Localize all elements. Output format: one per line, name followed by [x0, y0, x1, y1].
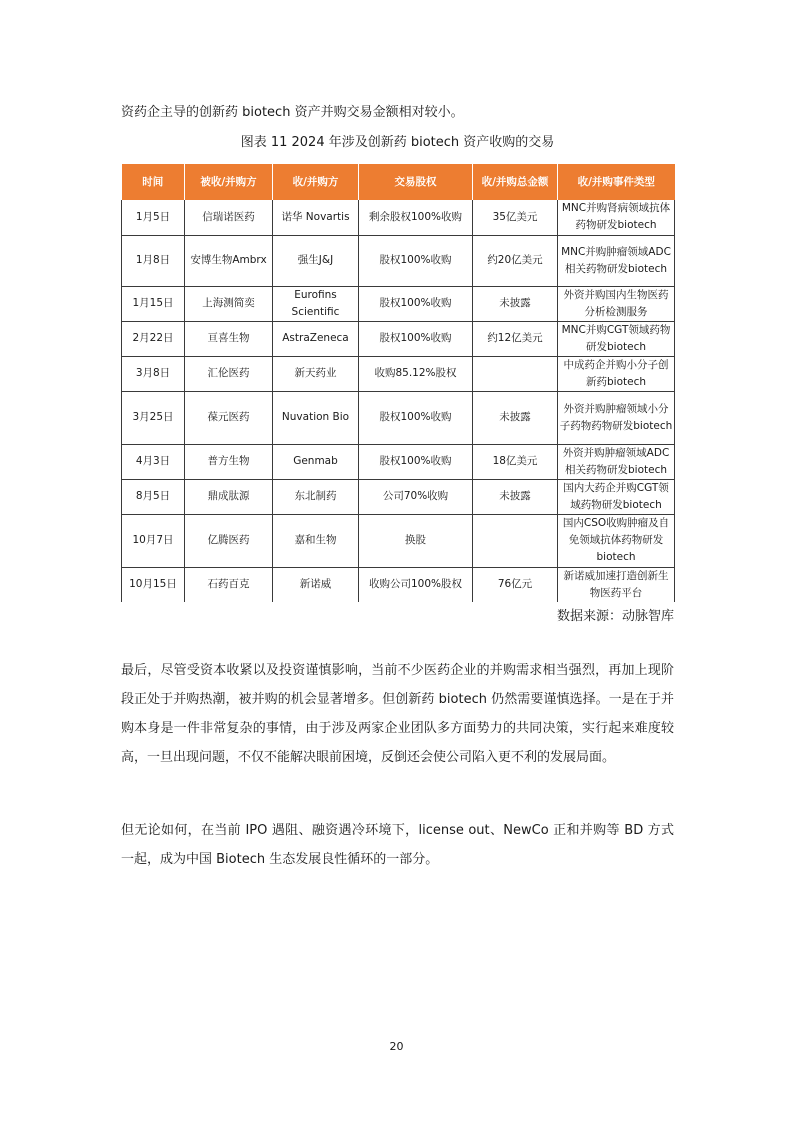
cell-amount: 35亿美元	[473, 200, 558, 235]
cell-type: MNC并购肾病领域抗体药物研发biotech	[558, 200, 675, 235]
cell-type: MNC并购肿瘤领域ADC相关药物研发biotech	[558, 235, 675, 286]
header-target: 被收/并购方	[185, 164, 273, 200]
cell-equity: 股权100%收购	[359, 444, 473, 479]
cell-type: 国内大药企并购CGT领域药物研发biotech	[558, 479, 675, 514]
cell-date: 10月15日	[122, 567, 185, 602]
cell-acquirer: AstraZeneca	[273, 321, 359, 356]
cell-acquirer: 新诺威	[273, 567, 359, 602]
cell-type: 外资并购国内生物医药分析检测服务	[558, 286, 675, 321]
cell-acquirer: 强生J&J	[273, 235, 359, 286]
cell-date: 8月5日	[122, 479, 185, 514]
cell-amount: 约12亿美元	[473, 321, 558, 356]
table-row	[122, 514, 675, 567]
cell-target: 上海测简奕	[185, 286, 273, 321]
table-row	[122, 235, 675, 286]
table-row	[122, 479, 675, 514]
paragraph-final: 最后，尽管受资本收紧以及投资谨慎影响，当前不少医药企业的并购需求相当强烈，再加上现阶段正处于并购热潮，被并购的机会显著增多。但创新药 biotech 仍然需要谨慎选择。一是在于并购本身是一件非常复杂的事情，由于涉及两家企业团队多方面势力的共同决策，实行起来难度较高，一旦出现问题，不仅不能解决眼前困境，反倒还会使公司陷入更不利的发展局面。	[121, 663, 674, 765]
cell-amount: 未披露	[473, 391, 558, 444]
data-source: 数据来源：动脉智库	[556, 609, 674, 624]
cell-type: 外资并购肿瘤领域ADC相关药物研发biotech	[558, 444, 675, 479]
cell-date: 1月5日	[122, 200, 185, 235]
header-date: 时间	[122, 164, 185, 200]
table-row	[122, 444, 675, 479]
cell-date: 4月3日	[122, 444, 185, 479]
cell-date: 3月8日	[122, 356, 185, 391]
table-row	[122, 321, 675, 356]
cell-amount	[473, 356, 558, 391]
cell-target: 石药百克	[185, 567, 273, 602]
cell-type: MNC并购CGT领域药物研发biotech	[558, 321, 675, 356]
header-amount: 收/并购总金额	[473, 164, 558, 200]
cell-equity: 股权100%收购	[359, 235, 473, 286]
table-row	[122, 286, 675, 321]
cell-equity: 剩余股权100%收购	[359, 200, 473, 235]
cell-target: 普方生物	[185, 444, 273, 479]
table-header-row	[122, 164, 675, 200]
cell-date: 1月8日	[122, 235, 185, 286]
cell-equity: 股权100%收购	[359, 391, 473, 444]
cell-target: 信瑞诺医药	[185, 200, 273, 235]
cell-acquirer: 新天药业	[273, 356, 359, 391]
cell-acquirer: 东北制药	[273, 479, 359, 514]
cell-acquirer: Genmab	[273, 444, 359, 479]
cell-date: 10月7日	[122, 514, 185, 567]
cell-equity: 收购公司100%股权	[359, 567, 473, 602]
cell-type: 国内CSO收购肿瘤及自免领域抗体药物研发biotech	[558, 514, 675, 567]
cell-acquirer: 诺华 Novartis	[273, 200, 359, 235]
cell-amount: 76亿元	[473, 567, 558, 602]
cell-target: 安博生物Ambrx	[185, 235, 273, 286]
table-row	[122, 200, 675, 235]
cell-equity: 股权100%收购	[359, 321, 473, 356]
cell-amount: 未披露	[473, 286, 558, 321]
cell-date: 3月25日	[122, 391, 185, 444]
paragraph-bd: 但无论如何，在当前 IPO 遇阻、融资遇冷环境下，license out、NewCo 正和并购等 BD 方式一起，成为中国 Biotech 生态发展良性循环的一部分。	[121, 823, 674, 867]
cell-target: 亘喜生物	[185, 321, 273, 356]
intro-text: 资药企主导的创新药 biotech 资产并购交易金额相对较小。	[121, 105, 464, 120]
cell-equity: 股权100%收购	[359, 286, 473, 321]
table-row	[122, 567, 675, 602]
cell-equity: 收购85.12%股权	[359, 356, 473, 391]
header-acquirer: 收/并购方	[273, 164, 359, 200]
cell-type: 中成药企并购小分子创新药biotech	[558, 356, 675, 391]
table-caption: 图表 11 2024 年涉及创新药 biotech 资产收购的交易	[240, 135, 555, 150]
cell-date: 1月15日	[122, 286, 185, 321]
cell-acquirer: Nuvation Bio	[273, 391, 359, 444]
cell-type: 外资并购肿瘤领域小分子药物药物研发biotech	[558, 391, 675, 444]
cell-target: 鼎成肽源	[185, 479, 273, 514]
cell-amount: 约20亿美元	[473, 235, 558, 286]
cell-amount: 18亿美元	[473, 444, 558, 479]
deals-table	[121, 164, 675, 602]
cell-acquirer: Eurofins Scientific	[273, 286, 359, 321]
cell-amount	[473, 514, 558, 567]
header-equity: 交易股权	[359, 164, 473, 200]
header-type: 收/并购事件类型	[558, 164, 675, 200]
table-row	[122, 391, 675, 444]
cell-target: 葆元医药	[185, 391, 273, 444]
cell-equity: 公司70%收购	[359, 479, 473, 514]
page-number: 20	[389, 1040, 404, 1053]
cell-date: 2月22日	[122, 321, 185, 356]
cell-target: 汇伦医药	[185, 356, 273, 391]
cell-target: 亿腾医药	[185, 514, 273, 567]
table-row	[122, 356, 675, 391]
cell-amount: 未披露	[473, 479, 558, 514]
cell-type: 新诺威加速打造创新生物医药平台	[558, 567, 675, 602]
cell-acquirer: 嘉和生物	[273, 514, 359, 567]
cell-equity: 换股	[359, 514, 473, 567]
